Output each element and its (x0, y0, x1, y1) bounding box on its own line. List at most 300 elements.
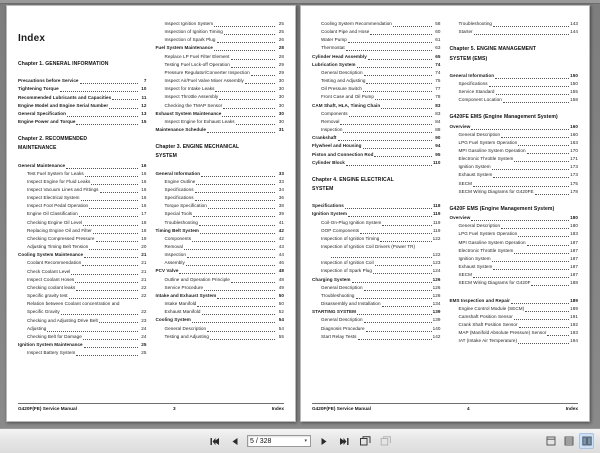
toc-entry[interactable] (156, 178, 285, 186)
toc-entry-label: Recommended Lubricants and Capacities (18, 94, 112, 100)
toc-list-ems-inspection (450, 297, 579, 346)
toc-entry[interactable] (450, 247, 579, 255)
toc-entry[interactable] (156, 292, 285, 300)
toc-entry-page: 22 (141, 309, 147, 315)
toc-entry[interactable] (18, 325, 147, 333)
toc-entry-label: Intake and Exhaust System (155, 292, 217, 298)
toc-entry[interactable] (18, 118, 147, 126)
toc-entry-label: MPI Gasoline System Operation (458, 239, 526, 245)
toc-entry-label: Maintenance Schedule (155, 127, 207, 133)
toc-entry[interactable] (156, 93, 285, 101)
toc-leader-dots (75, 278, 137, 283)
toc-entry[interactable] (18, 186, 147, 194)
toc-entry-page: 24 (141, 325, 147, 331)
toc-entry-label: SECM Wiring Diagrams for G420FE (458, 188, 534, 194)
toc-entry-page: 160 (570, 123, 578, 129)
toc-entry[interactable] (312, 251, 441, 259)
toc-entry-label: Overview (449, 123, 471, 129)
toc-entry-label: Exhaust System (458, 172, 493, 178)
toc-entry[interactable] (18, 235, 147, 243)
toc-leader-dots (374, 152, 431, 157)
toc-entry-label: SECM (458, 272, 472, 278)
next-page-icon[interactable] (316, 433, 331, 449)
toc-leader-dots (99, 318, 138, 323)
toc-entry[interactable] (450, 155, 579, 163)
toc-entry-page: 119 (432, 211, 441, 217)
toc-entry[interactable] (450, 297, 579, 305)
toc-entry[interactable] (312, 93, 441, 101)
toc-leader-dots (186, 261, 275, 266)
toc-entry-label: Outline and Operation Principle (164, 276, 230, 282)
toc-entry-page: 143 (570, 21, 578, 26)
toc-entry[interactable] (312, 227, 441, 235)
toc-entry-page: 41 (278, 219, 284, 225)
toc-entry-label: Piston and Connection Rod (312, 151, 374, 157)
toc-entry[interactable] (450, 80, 579, 88)
toc-entry-page: 94 (435, 143, 441, 149)
toc-entry-label: General Description (458, 223, 501, 229)
toc-entry-page: 78 (435, 94, 441, 100)
toc-entry-page: 13 (141, 110, 147, 116)
toc-entry[interactable] (156, 118, 285, 126)
toc-entry[interactable] (18, 284, 147, 292)
toc-entry-label: Start Relay Tests (321, 333, 357, 339)
toc-entry[interactable] (312, 110, 441, 118)
toc-entry[interactable] (312, 202, 441, 210)
toc-entry[interactable] (18, 170, 147, 178)
toc-entry[interactable] (312, 61, 441, 69)
toc-entry[interactable] (156, 85, 285, 93)
toc-entry[interactable] (312, 28, 441, 36)
toc-entry-page: 180 (570, 215, 578, 221)
toc-entry[interactable] (450, 255, 579, 263)
toc-entry[interactable] (450, 180, 579, 188)
toc-entry-label: Adjusting Timing Belt Tension (27, 244, 89, 250)
toc-entry[interactable] (18, 251, 147, 259)
toc-entry-page: 28 (278, 53, 284, 59)
toc-leader-dots (511, 299, 569, 304)
toc-leader-dots (345, 204, 432, 209)
toc-entry[interactable] (312, 300, 441, 308)
toc-entry-label: Cylinder Block (312, 159, 345, 165)
toc-entry[interactable] (450, 222, 579, 230)
single-page-view-icon[interactable] (543, 433, 558, 449)
toc-leader-dots (76, 351, 137, 356)
toc-entry[interactable] (156, 243, 285, 251)
toc-entry-label: Tightening Torque (18, 86, 59, 92)
toc-list-ch2-cont (156, 20, 285, 134)
toc-entry-label: Inspection of Spark Plug (321, 268, 372, 274)
toc-entry-label: Specifications (164, 186, 194, 192)
toc-entry[interactable] (156, 77, 285, 85)
toc-entry[interactable] (18, 219, 147, 227)
toc-leader-dots (215, 87, 275, 92)
toc-entry[interactable] (18, 333, 147, 341)
toc-entry-page: 25 (278, 21, 284, 26)
toc-leader-dots (393, 22, 432, 27)
toc-entry[interactable] (18, 292, 147, 300)
toc-entry-label: Diagnosis Procedure (321, 325, 365, 331)
toc-entry[interactable] (156, 36, 285, 44)
toc-entry-label: MPI Gasoline System Operation (458, 148, 526, 154)
toc-entry[interactable] (450, 271, 579, 279)
toc-entry-label: Exhaust Manifold (164, 309, 201, 315)
toc-entry-page: 24 (141, 333, 147, 339)
toc-entry-page: 48 (278, 276, 284, 282)
toc-entry-page: 18 (141, 219, 147, 225)
toc-leader-dots (83, 335, 138, 340)
page-footer-left (18, 403, 284, 411)
toc-entry[interactable] (156, 202, 285, 210)
toc-leader-dots (473, 273, 569, 278)
toc-entry[interactable] (156, 300, 285, 308)
toc-entry-label: Troubleshooting (458, 21, 493, 26)
toc-leader-dots (79, 212, 138, 217)
toc-list-ch1 (18, 77, 147, 126)
zoom-fit-page-icon[interactable] (358, 433, 373, 449)
toc-entry[interactable] (312, 267, 441, 275)
toc-entry[interactable] (312, 85, 441, 93)
toc-entry-label: Removal (321, 118, 340, 124)
toc-entry[interactable] (450, 163, 579, 171)
toc-entry-page: 187 (570, 255, 578, 261)
toc-entry[interactable] (156, 235, 285, 243)
toc-entry[interactable] (450, 188, 579, 196)
toc-entry-label: Checking coolant leaks (27, 284, 76, 290)
toc-entry[interactable] (18, 210, 147, 218)
toc-leader-dots (346, 161, 432, 166)
chapter-heading-2-line1: Chapter 2. RECOMMENDED (18, 136, 88, 143)
toc-entry[interactable] (156, 170, 285, 178)
toc-list-ch4-cont (450, 20, 579, 36)
toc-leader-dots (366, 79, 431, 84)
toc-entry[interactable] (18, 94, 147, 102)
footer-page-number: 4 (467, 406, 470, 411)
toc-entry-label: Testing Fuel Lock-off Operation (164, 61, 230, 67)
toc-entry[interactable] (450, 329, 579, 337)
toc-entry[interactable] (450, 239, 579, 247)
toc-entry-label: Flywheel and Housing (312, 143, 362, 149)
toc-entry[interactable] (450, 230, 579, 238)
toc-entry[interactable] (450, 214, 579, 222)
toc-leader-dots (223, 104, 275, 109)
toc-leader-dots (489, 82, 569, 87)
last-page-icon[interactable] (336, 433, 351, 449)
toc-entry[interactable] (156, 267, 285, 275)
previous-page-icon[interactable] (227, 433, 242, 449)
toc-entry[interactable] (312, 210, 441, 218)
toc-entry-page: 11 (141, 94, 147, 100)
toc-entry[interactable] (450, 72, 579, 80)
toc-entry[interactable] (18, 308, 147, 316)
toc-entry[interactable] (312, 284, 441, 292)
toc-entry-label: Checking Engine Oil Level (27, 219, 83, 225)
toc-entry-page: 54 (278, 317, 284, 323)
toc-entry-label: Coil-On-Plug Ignition System (321, 219, 382, 225)
page-number-input[interactable] (247, 435, 311, 447)
toc-entry-page: 160 (570, 131, 578, 137)
toc-entry-page: 180 (570, 223, 578, 229)
toc-entry[interactable] (450, 171, 579, 179)
two-page-view-icon[interactable] (579, 433, 594, 449)
continuous-view-icon[interactable] (561, 433, 576, 449)
toc-entry-label: General Description (321, 317, 363, 323)
toc-entry-label: Inspect for Intake Leaks (164, 86, 215, 92)
toc-entry-page: 36 (278, 195, 284, 201)
toc-entry[interactable] (312, 316, 441, 324)
toc-leader-dots (93, 229, 138, 234)
toc-entry-page: 163 (570, 139, 578, 145)
toc-leader-dots (217, 294, 275, 299)
toc-entry-page: 30 (278, 78, 284, 84)
toc-entry[interactable] (18, 178, 147, 186)
toc-entry-label: Disassembly and Installation (321, 301, 381, 307)
toc-entry-label: Inspect Battery System (27, 350, 76, 356)
toc-entry-page: 34 (278, 186, 284, 192)
toc-entry-label: Cylinder Head Assembly (312, 53, 367, 59)
toc-entry-label: Troubleshooting (164, 219, 199, 225)
toc-entry-page: 175 (570, 180, 578, 186)
toc-entry[interactable] (312, 308, 441, 316)
toc-entry-label: Checking Belt for Damage (27, 333, 82, 339)
toc-entry[interactable] (18, 110, 147, 118)
toc-entry-label: Inspection of Ignition Coil Drivers (Power TR) (321, 244, 416, 249)
toc-leader-dots (67, 112, 137, 117)
toc-entry[interactable] (450, 88, 579, 96)
toc-leader-dots (519, 323, 569, 328)
toc-entry[interactable] (156, 227, 285, 235)
toc-entry[interactable] (312, 235, 441, 243)
toc-leader-dots (66, 164, 137, 169)
toc-entry[interactable] (18, 162, 147, 170)
toc-entry[interactable] (156, 325, 285, 333)
toc-entry-label: CAM Shaft, HLA, Timing Chain (312, 102, 381, 108)
toc-entry[interactable] (156, 44, 285, 52)
toc-entry-label: Inspection of Ignition Timing (164, 29, 223, 35)
toc-entry-label: Electronic Throttle System (458, 156, 514, 162)
toc-entry-label: Specific Gravity (27, 309, 60, 315)
toc-entry[interactable] (450, 279, 579, 287)
toc-entry[interactable] (312, 134, 441, 142)
toc-leader-dots (195, 188, 275, 193)
toc-leader-dots (493, 265, 569, 270)
toc-entry[interactable] (156, 102, 285, 110)
toc-entry[interactable] (156, 210, 285, 218)
toc-entry[interactable] (156, 333, 285, 341)
toc-leader-dots (96, 237, 138, 242)
toc-entry[interactable] (156, 110, 285, 118)
toc-entry[interactable] (156, 28, 285, 36)
toc-entry-label: Troubleshooting (321, 292, 355, 298)
toc-entry[interactable] (156, 194, 285, 202)
toc-entry[interactable] (312, 102, 441, 110)
toc-entry[interactable] (156, 53, 285, 61)
page-navigation-group (0, 429, 600, 453)
toc-leader-dots (192, 237, 275, 242)
toc-entry[interactable] (312, 325, 441, 333)
toc-entry-label: Cooling System Maintenance (18, 252, 84, 258)
toc-entry-label: Crankshaft (312, 135, 337, 141)
toc-entry[interactable] (18, 300, 147, 308)
toc-entry[interactable] (18, 243, 147, 251)
toc-entry-page: 48 (278, 268, 284, 274)
toc-entry-label: Testing and Adjusting (164, 333, 209, 339)
toc-entry[interactable] (312, 219, 441, 227)
toc-entry-label: OOP Components (321, 227, 360, 233)
toc-entry[interactable] (312, 118, 441, 126)
toc-entry-page: 25 (141, 350, 147, 356)
toc-entry-page: 95 (435, 151, 441, 157)
toc-entry-page: 126 (432, 284, 441, 290)
toc-entry-page: 16 (141, 170, 147, 176)
chevron-down-icon[interactable]: ▾ (304, 438, 307, 444)
toc-entry-label: General Description (458, 131, 501, 137)
left-page-column-2 (156, 20, 285, 411)
document-page-right[interactable] (300, 5, 590, 422)
toc-leader-dots (109, 104, 137, 109)
toc-entry[interactable] (312, 36, 441, 44)
page-number-value: 5 / 328 (250, 437, 272, 445)
toc-entry-page: 21 (141, 268, 147, 274)
toc-entry[interactable] (156, 69, 285, 77)
toc-leader-dots (518, 339, 569, 344)
toc-entry-label: Checking the TMAP Sensor (164, 102, 223, 108)
toc-entry[interactable] (450, 131, 579, 139)
toc-entry[interactable] (18, 317, 147, 325)
toc-leader-dots (224, 30, 275, 35)
toc-entry-label: Inspect Engine for Exhaust Leaks (164, 118, 235, 124)
toc-entry[interactable] (156, 308, 285, 316)
toc-entry[interactable] (450, 147, 579, 155)
toc-entry[interactable] (450, 305, 579, 313)
toc-entry[interactable] (156, 219, 285, 227)
toc-entry[interactable] (312, 333, 441, 341)
toc-entry[interactable] (156, 316, 285, 324)
toc-entry[interactable] (450, 263, 579, 271)
toc-entry[interactable] (156, 259, 285, 267)
toc-entry[interactable] (18, 202, 147, 210)
document-page-left[interactable] (6, 5, 296, 422)
toc-entry[interactable] (450, 20, 579, 28)
toc-entry[interactable] (312, 142, 441, 150)
bottom-toolbar (0, 428, 600, 453)
toc-entry[interactable] (156, 61, 285, 69)
toc-entry-page: 119 (433, 219, 441, 225)
toc-entry[interactable] (156, 126, 285, 134)
toc-entry[interactable] (312, 77, 441, 85)
toc-entry-label: Charging System (312, 276, 351, 282)
toc-entry[interactable] (18, 349, 147, 357)
toc-leader-dots (514, 315, 569, 320)
toc-entry[interactable] (18, 276, 147, 284)
toc-entry[interactable] (156, 284, 285, 292)
toc-entry[interactable] (450, 139, 579, 147)
toc-entry[interactable] (18, 102, 147, 110)
toc-leader-dots (208, 204, 275, 209)
toc-entry[interactable] (156, 251, 285, 259)
toc-entry[interactable] (312, 243, 441, 251)
toc-leader-dots (199, 221, 275, 226)
toc-entry[interactable] (18, 77, 147, 85)
toc-entry-page: 150 (570, 80, 578, 86)
toc-entry-page: 7 (143, 78, 147, 84)
toc-entry-page: 173 (570, 172, 578, 178)
toc-entry-label: Service Standard (458, 89, 495, 95)
toc-entry-label: MAP (Manifold Absolute Pressure) Sensor (458, 330, 547, 336)
toc-entry[interactable] (312, 151, 441, 159)
toc-leader-dots (346, 46, 432, 51)
toc-entry[interactable] (18, 341, 147, 349)
toc-entry[interactable] (18, 259, 147, 267)
toc-entry[interactable] (156, 186, 285, 194)
toc-entry-label: Inspect Throttle Assembly (164, 94, 219, 100)
toc-entry[interactable] (18, 227, 147, 235)
toc-entry[interactable] (18, 85, 147, 93)
toc-entry[interactable] (312, 276, 441, 284)
toc-entry-page: 30 (278, 110, 284, 116)
toc-leader-dots (193, 212, 275, 217)
toc-entry-label: Camshaft Position Sensor (458, 313, 513, 319)
left-page-column-1 (18, 20, 147, 411)
toc-leader-dots (492, 257, 569, 262)
toc-entry[interactable] (312, 292, 441, 300)
toc-entry-label: General Specification (18, 110, 67, 116)
footer-section: Index (565, 406, 578, 411)
toc-entry[interactable] (312, 44, 441, 52)
toc-leader-dots (231, 278, 275, 283)
toc-entry-label: General Description (321, 284, 363, 290)
zoom-fit-width-icon[interactable] (378, 433, 393, 449)
toc-entry[interactable] (156, 20, 285, 28)
toc-entry[interactable] (312, 126, 441, 134)
toc-entry-page: 189 (570, 297, 578, 303)
toc-list-ch4 (312, 202, 441, 341)
toc-leader-dots (121, 303, 138, 307)
toc-entry[interactable] (312, 53, 441, 61)
toc-leader-dots (195, 196, 275, 201)
toc-entry[interactable] (18, 194, 147, 202)
toc-entry[interactable] (450, 321, 579, 329)
toc-entry[interactable] (312, 69, 441, 77)
toc-leader-dots (358, 335, 432, 340)
toc-entry[interactable] (450, 313, 579, 321)
toc-entry[interactable] (312, 259, 441, 267)
toc-leader-dots (89, 245, 137, 250)
toc-entry[interactable] (312, 20, 441, 28)
toc-entry[interactable] (450, 28, 579, 36)
toc-entry[interactable] (18, 268, 147, 276)
toc-entry[interactable] (450, 337, 579, 345)
toc-entry-page: 110 (432, 159, 441, 165)
toc-leader-dots (231, 55, 276, 60)
toc-entry-page: 77 (435, 86, 441, 92)
toc-leader-dots (368, 55, 432, 60)
toc-entry[interactable] (312, 159, 441, 167)
toc-entry-page: 38 (278, 203, 284, 209)
toc-entry-page: 21 (141, 260, 147, 266)
toc-entry-page: 33 (278, 170, 284, 176)
toc-entry[interactable] (156, 276, 285, 284)
toc-entry-label: Checking and Adjusting Drive Belt (27, 317, 98, 323)
toc-entry[interactable] (450, 96, 579, 104)
toc-leader-dots (84, 343, 138, 348)
toc-entry-page: 171 (570, 156, 578, 162)
first-page-icon[interactable] (207, 433, 222, 449)
toc-leader-dots (82, 261, 137, 266)
toc-entry[interactable] (450, 123, 579, 131)
toc-entry-page: 39 (278, 211, 284, 217)
toc-leader-dots (375, 95, 432, 100)
